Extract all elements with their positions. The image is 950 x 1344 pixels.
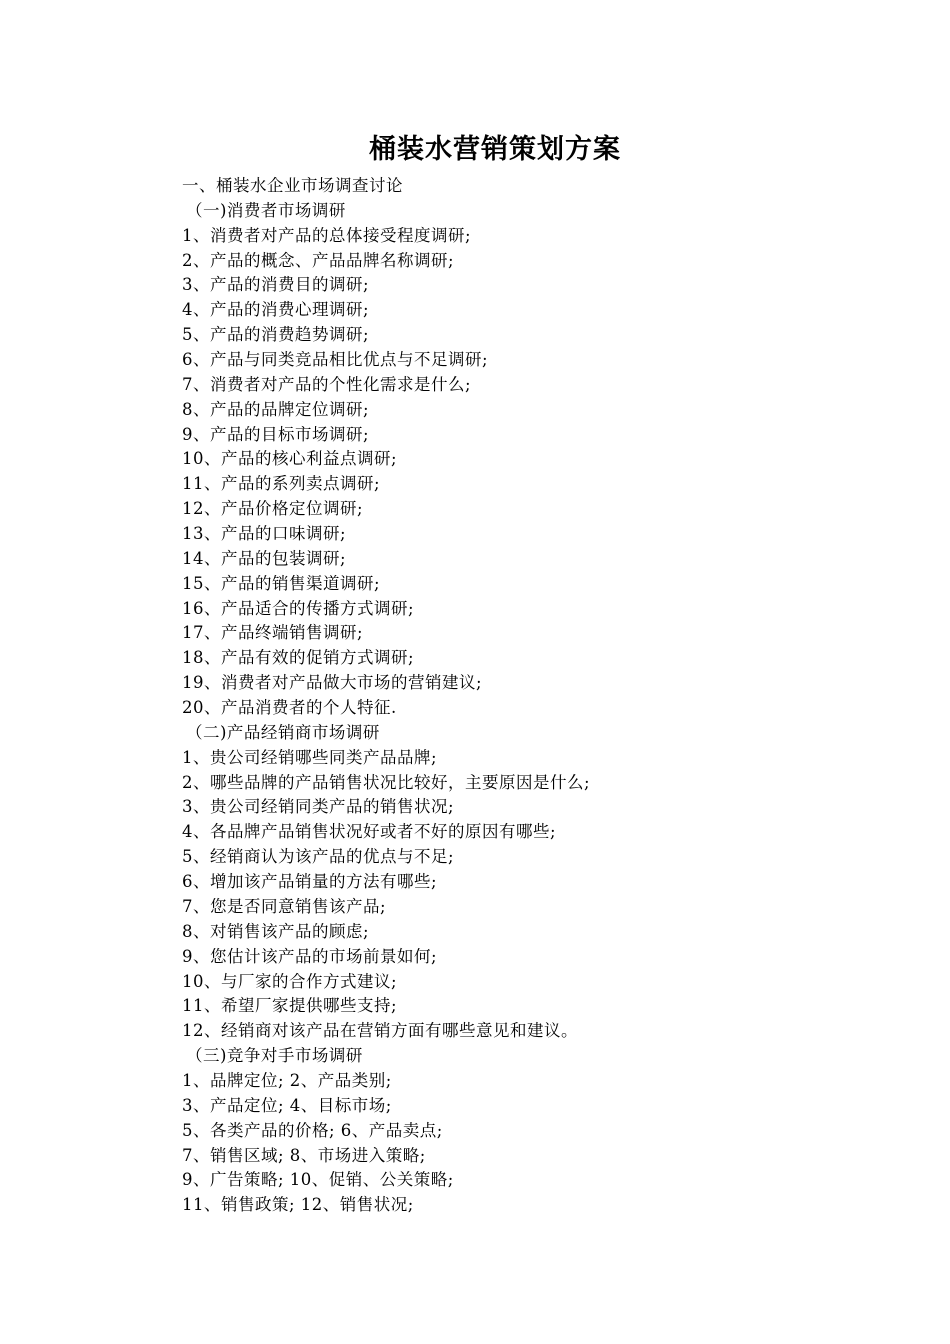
list-item: 11、产品的系列卖点调研; (182, 474, 381, 494)
list-item: 17、产品终端销售调研; (182, 623, 364, 643)
list-item: 7、您是否同意销售该产品; (182, 896, 387, 916)
section-heading: 一、桶装水企业市场调查讨论 (182, 176, 403, 195)
list-item: 5、各类产品的价格; 6、产品卖点; (182, 1120, 443, 1140)
list-item: 12、经销商对该产品在营销方面有哪些意见和建议。 (182, 1021, 578, 1041)
list-item: 13、产品的口味调研; (182, 524, 347, 544)
list-item: 19、消费者对产品做大市场的营销建议; (182, 673, 483, 693)
list-item: 3、贵公司经销同类产品的销售状况; (182, 797, 455, 817)
list-item: 8、对销售该产品的顾虑; (182, 921, 370, 941)
list-item: 5、经销商认为该产品的优点与不足; (182, 847, 455, 867)
list-item: 9、您估计该产品的市场前景如何; (182, 946, 438, 966)
list-item: 2、产品的概念、产品品牌名称调研; (182, 250, 455, 270)
list-item: 14、产品的包装调研; (182, 548, 347, 568)
list-item: 3、产品的消费目的调研; (182, 275, 370, 295)
list-item: 12、产品价格定位调研; (182, 499, 364, 519)
document-title: 桶装水营销策划方案 (369, 134, 621, 165)
list-item: 7、销售区域; 8、市场进入策略; (182, 1145, 426, 1165)
list-item: 6、产品与同类竞品相比优点与不足调研; (182, 350, 489, 370)
list-item: 6、增加该产品销量的方法有哪些; (182, 872, 438, 892)
list-item: 10、与厂家的合作方式建议; (182, 971, 398, 991)
list-item: 11、销售政策; 12、销售状况; (182, 1195, 414, 1215)
subsection-heading: （二)产品经销商市场调研 (186, 722, 380, 742)
document-body (182, 174, 922, 1218)
list-item: 20、产品消费者的个人特征. (182, 698, 397, 718)
list-item: 4、产品的消费心理调研; (182, 300, 370, 320)
list-item: 2、哪些品牌的产品销售状况比较好，主要原因是什么; (182, 772, 591, 792)
list-item: 9、产品的目标市场调研; (182, 424, 370, 444)
list-item: 18、产品有效的促销方式调研; (182, 648, 415, 668)
list-item: 15、产品的销售渠道调研; (182, 573, 381, 593)
list-item: 1、品牌定位; 2、产品类别; (182, 1070, 392, 1090)
list-item: 1、消费者对产品的总体接受程度调研; (182, 225, 472, 245)
list-item: 3、产品定位; 4、目标市场; (182, 1095, 392, 1115)
list-item: 4、各品牌产品销售状况好或者不好的原因有哪些; (182, 822, 557, 842)
list-item: 5、产品的消费趋势调研; (182, 325, 370, 345)
list-item: 10、产品的核心利益点调研; (182, 449, 398, 469)
subsection-heading: （一)消费者市场调研 (186, 200, 346, 220)
list-item: 8、产品的品牌定位调研; (182, 399, 370, 419)
list-item: 1、贵公司经销哪些同类产品品牌; (182, 747, 438, 767)
subsection-heading: （三)竞争对手市场调研 (186, 1046, 363, 1066)
list-item: 11、希望厂家提供哪些支持; (182, 996, 398, 1016)
list-item: 9、广告策略; 10、促销、公关策略; (182, 1170, 454, 1190)
list-item: 7、消费者对产品的个性化需求是什么; (182, 374, 472, 394)
list-item: 16、产品适合的传播方式调研; (182, 598, 415, 618)
